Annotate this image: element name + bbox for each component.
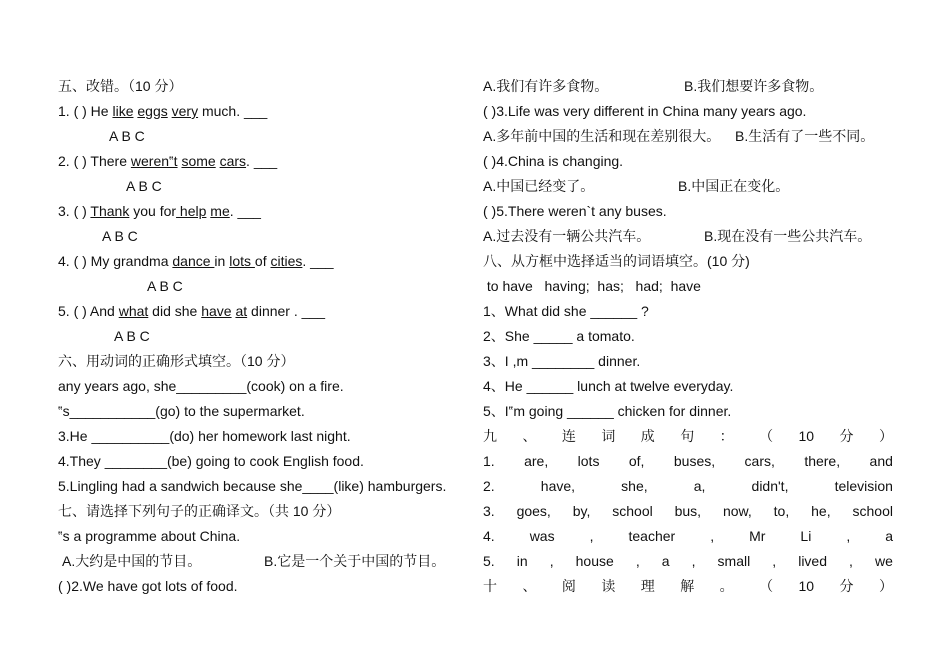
s9-question-1-token: there, <box>804 453 841 469</box>
s9-question-4-token: was <box>529 528 555 544</box>
q2-c: cars <box>219 153 247 169</box>
left-column <box>58 74 463 599</box>
s9-question-4-token: Li <box>800 528 812 544</box>
s8-line-3: 3、I ,m ________ dinner. <box>483 353 641 369</box>
r-options-1 <box>483 74 893 99</box>
r3-option-b: B.生活有了一些不同。 <box>735 128 875 144</box>
section-9-heading-token: 10 <box>798 428 815 444</box>
section-10-heading-token: （ <box>759 578 774 594</box>
s9-question-2-token: she, <box>621 478 648 494</box>
q4-a: dance <box>172 253 215 269</box>
q5-line <box>58 299 463 324</box>
s7-line-3: ( )2.We have got lots of food. <box>58 578 238 594</box>
q4-pre: 4. ( ) My grandma <box>58 253 173 269</box>
q3-opts: A B C <box>102 228 138 244</box>
s9-question-1-token: and <box>869 453 893 469</box>
r-options-5 <box>483 224 893 249</box>
q4-mid2: of <box>254 253 271 269</box>
section-9-heading-token: 连 <box>561 428 576 444</box>
s8-line-1: 1、What did she ______ ? <box>483 303 649 319</box>
q4-opts: A B C <box>147 278 183 294</box>
s9-question-5-token: lived <box>798 553 827 569</box>
s9-question-3-token: 3. <box>483 503 495 519</box>
q4-options <box>58 274 463 299</box>
s9-question-5-token: we <box>874 553 893 569</box>
section-9-heading-token: ） <box>878 428 893 444</box>
s9-question-4-token: Mr <box>749 528 766 544</box>
q5-c: at <box>235 303 248 319</box>
section-9-heading-token: ： <box>719 428 734 444</box>
r-options-4 <box>483 174 893 199</box>
s9-question-4-token: 4. <box>483 528 495 544</box>
q2-line <box>58 149 463 174</box>
q5-options <box>58 324 463 349</box>
q5-pre: 5. ( ) And <box>58 303 119 319</box>
q4-b: lots <box>229 253 255 269</box>
s9-question-3-token: school <box>852 503 893 519</box>
section-9-heading-token: 句 <box>680 428 695 444</box>
q5-a: what <box>118 303 149 319</box>
section-10-heading-token: 分 <box>839 578 854 594</box>
s9-question-3-token: school <box>612 503 653 519</box>
section-8-heading: 八、从方框中选择适当的词语填空。(10 分) <box>483 253 750 269</box>
s9-question-4-token: , <box>710 528 715 544</box>
s6-line-2: ‟s___________(go) to the supermarket. <box>58 403 305 419</box>
s9-question-5-token: , <box>849 553 853 569</box>
section-9-heading <box>483 424 893 449</box>
r5-option-b: B.中国正在变化。 <box>678 178 790 194</box>
s8-line-4: 4、He ______ lunch at twelve everyday. <box>483 378 734 394</box>
section-6-heading: 六、用动词的正确形式填空。（10 分） <box>58 353 295 369</box>
section-10-heading-token: 、 <box>522 578 537 594</box>
q3-mid1: you for <box>129 203 177 219</box>
q3-c: me <box>210 203 230 219</box>
s7-option-a: A.大约是中国的节目。 <box>62 553 202 569</box>
s6-line-4: 4.They ________(be) going to cook English food. <box>58 453 364 469</box>
q1-opts: A B C <box>109 128 145 144</box>
s9-question-1-token: are, <box>524 453 549 469</box>
s9-question-5 <box>483 549 893 574</box>
s6-line-1: any years ago, she_________(cook) on a fire. <box>58 378 344 394</box>
section-10-heading-token: 10 <box>798 578 815 594</box>
q1-pre: 1. ( ) He <box>58 103 113 119</box>
s9-question-3-token: bus, <box>674 503 702 519</box>
section-10-heading-token: 。 <box>719 578 734 594</box>
q3-post: . ___ <box>229 203 261 219</box>
q3-options <box>58 224 463 249</box>
s9-question-2-token: 2. <box>483 478 495 494</box>
s9-question-2-token: didn't, <box>751 478 789 494</box>
section-9-heading-token: 成 <box>640 428 655 444</box>
q2-b: some <box>181 153 216 169</box>
section-9-heading-token: （ <box>759 428 774 444</box>
s9-question-5-token: , <box>549 553 554 569</box>
s9-question-1-token: lots <box>577 453 600 469</box>
s9-question-1-token: buses, <box>673 453 716 469</box>
s9-question-5-token: 5. <box>483 553 495 569</box>
s9-question-4-token: , <box>846 528 851 544</box>
r-question-4: ( )4.China is changing. <box>483 153 624 169</box>
section-10-heading-token: ） <box>878 578 893 594</box>
section-10-heading <box>483 574 893 599</box>
s9-question-2-token: a, <box>693 478 706 494</box>
q3-a: Thank <box>90 203 130 219</box>
section-7-heading: 七、请选择下列句子的正确译文。（共 10 分） <box>58 503 341 519</box>
q1-line <box>58 99 463 124</box>
q3-pre: 3. ( ) <box>58 203 91 219</box>
r7-option-a: A.过去没有一辆公共汽车。 <box>483 228 651 244</box>
s7-line-1: ‟s a programme about China. <box>58 528 241 544</box>
q3-line <box>58 199 463 224</box>
q4-c: cities <box>270 253 303 269</box>
s9-question-3-token: he, <box>811 503 831 519</box>
s9-question-5-token: a <box>661 553 670 569</box>
section-5-heading: 五、改错。（10 分） <box>58 78 183 94</box>
r-question-5: ( )5.There weren`t any buses. <box>483 203 667 219</box>
q2-pre: 2. ( ) There <box>58 153 131 169</box>
r3-option-a: A.多年前中国的生活和现在差别很大。 <box>483 128 721 144</box>
q4-post: . ___ <box>302 253 334 269</box>
section-10-heading-token: 阅 <box>561 578 576 594</box>
r1-option-b: B.我们想要许多食物。 <box>684 78 824 94</box>
q5-b: have <box>201 303 232 319</box>
q5-post: dinner . ___ <box>247 303 325 319</box>
q1-b: eggs <box>137 103 168 119</box>
s7-options-1 <box>58 549 463 574</box>
q1-c: very <box>171 103 199 119</box>
s9-question-1-token: 1. <box>483 453 495 469</box>
s9-question-1-token: of, <box>628 453 645 469</box>
section-10-heading-token: 解 <box>680 578 695 594</box>
s9-question-5-token: house <box>575 553 614 569</box>
section-9-heading-token: 九 <box>483 428 497 444</box>
q2-post: . ___ <box>246 153 278 169</box>
q2-a: weren‟t <box>130 153 178 169</box>
s9-question-3-token: to, <box>773 503 790 519</box>
q4-mid1: in <box>214 253 230 269</box>
s7-option-b: B.它是一个关于中国的节目。 <box>264 553 446 569</box>
section-9-heading-token: 分 <box>839 428 854 444</box>
s6-line-3: 3.He __________(do) her homework last night. <box>58 428 351 444</box>
s9-question-3-token: now, <box>722 503 752 519</box>
s9-question-3-token: by, <box>572 503 591 519</box>
q5-mid1: did she <box>148 303 202 319</box>
s9-question-3 <box>483 499 893 524</box>
q1-options <box>58 124 463 149</box>
s9-question-1-token: cars, <box>744 453 775 469</box>
s9-question-5-token: , <box>635 553 640 569</box>
section-10-heading-token: 十 <box>483 578 497 594</box>
s8-line-2: 2、She _____ a tomato. <box>483 328 635 344</box>
s9-question-4-token: teacher <box>628 528 676 544</box>
section-9-heading-token: 词 <box>601 428 616 444</box>
q1-post: much. ___ <box>198 103 268 119</box>
q1-a: like <box>112 103 134 119</box>
right-column <box>483 74 893 599</box>
r1-option-a: A.我们有许多食物。 <box>483 78 609 94</box>
section-10-heading-token: 读 <box>601 578 616 594</box>
r5-option-a: A.中国已经变了。 <box>483 178 595 194</box>
s9-question-4-token: , <box>589 528 594 544</box>
q2-options <box>58 174 463 199</box>
s9-question-4-token: a <box>885 528 893 544</box>
s9-question-2-token: have, <box>540 478 576 494</box>
q4-line <box>58 249 463 274</box>
r-options-3 <box>483 124 893 149</box>
s8-line-5: 5、I‟m going ______ chicken for dinner. <box>483 403 732 419</box>
s9-question-2 <box>483 474 893 499</box>
q3-b: help <box>176 203 207 219</box>
s8-word-box: to have having; has; had; have <box>483 278 701 294</box>
s9-question-5-token: small <box>717 553 751 569</box>
s6-line-5: 5.Lingling had a sandwich because she____(like) hamburgers. <box>58 478 447 494</box>
section-10-heading-token: 理 <box>640 578 655 594</box>
q2-opts: A B C <box>126 178 162 194</box>
q5-opts: A B C <box>114 328 150 344</box>
s9-question-3-token: goes, <box>516 503 551 519</box>
section-9-heading-token: 、 <box>522 428 537 444</box>
s9-question-2-token: television <box>834 478 893 494</box>
s9-question-4 <box>483 524 893 549</box>
s9-question-5-token: in <box>516 553 528 569</box>
s9-question-5-token: , <box>691 553 696 569</box>
r-question-3: ( )3.Life was very different in China many years ago. <box>483 103 807 119</box>
r7-option-b: B.现在没有一些公共汽车。 <box>704 228 872 244</box>
s9-question-1 <box>483 449 893 474</box>
s9-question-5-token: , <box>772 553 777 569</box>
